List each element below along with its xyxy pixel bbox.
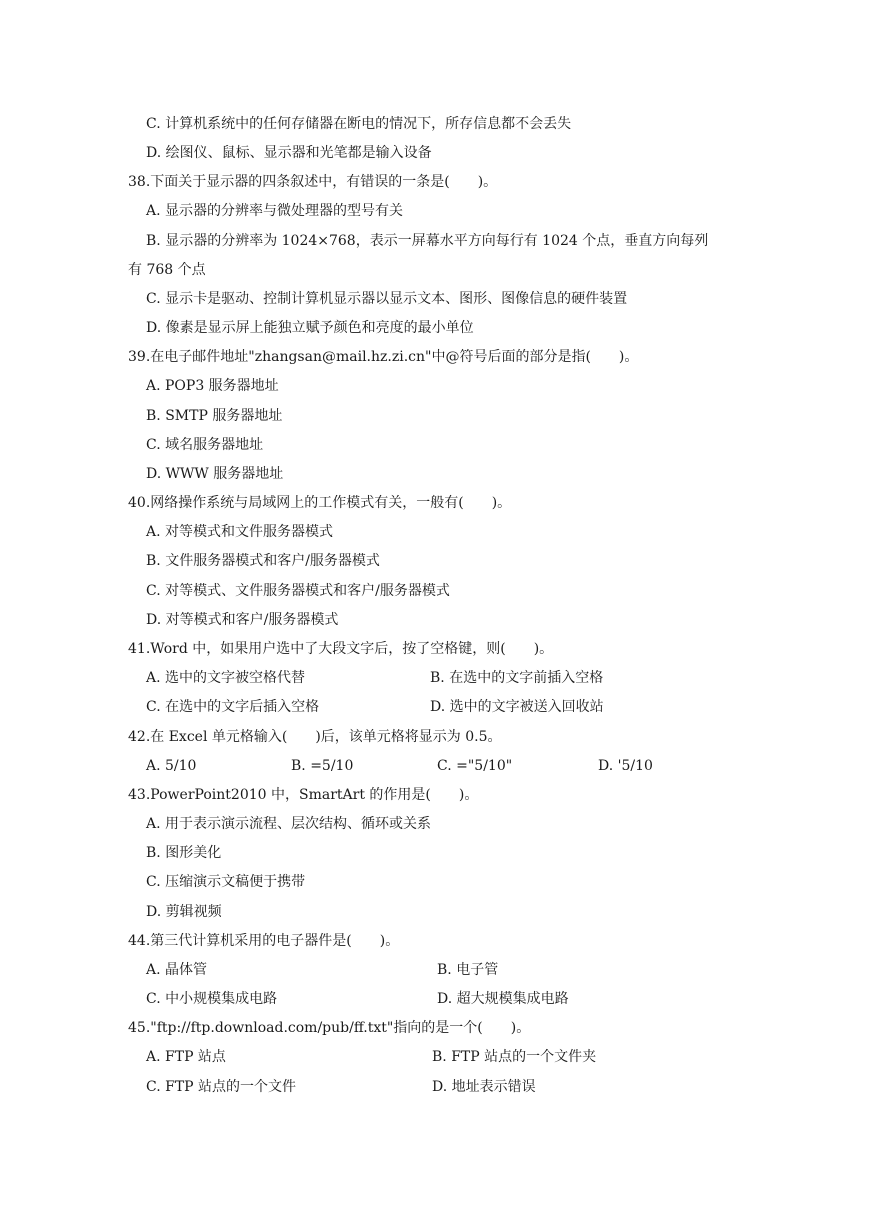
option-text: C. 显示卡是驱动、控制计算机显示器以显示文本、图形、图像信息的硬件装置 <box>146 291 628 307</box>
option-text: D. 绘图仪、鼠标、显示器和光笔都是输入设备 <box>146 145 432 161</box>
question-44: 44.第三代计算机采用的电子器件是( )。 <box>128 933 400 949</box>
question-38: 38.下面关于显示器的四条叙述中，有错误的一条是( )。 <box>128 174 498 190</box>
option-text: A. 选中的文字被空格代替 <box>146 670 306 686</box>
option-text: B. 在选中的文字前插入空格 <box>430 670 604 686</box>
question-42: 42.在 Excel 单元格输入( )后，该单元格将显示为 0.5。 <box>128 729 502 745</box>
question-41: 41.Word 中，如果用户选中了大段文字后，按了空格键，则( )。 <box>128 641 554 657</box>
option-text: C. ="5/10" <box>437 758 513 774</box>
option-text: C. FTP 站点的一个文件 <box>146 1079 297 1095</box>
option-text: D. 像素是显示屏上能独立赋予颜色和亮度的最小单位 <box>146 320 474 336</box>
option-text: B. FTP 站点的一个文件夹 <box>432 1049 597 1065</box>
option-text: A. 用于表示演示流程、层次结构、循环或关系 <box>146 816 432 832</box>
option-text: C. 计算机系统中的任何存储器在断电的情况下，所存信息都不会丢失 <box>146 116 572 132</box>
option-text: A. 显示器的分辨率与微处理器的型号有关 <box>146 203 404 219</box>
question-40: 40.网络操作系统与局域网上的工作模式有关，一般有( )。 <box>128 495 512 511</box>
option-text: C. 压缩演示文稿便于携带 <box>146 874 306 890</box>
option-text: D. 超大规模集成电路 <box>437 991 569 1007</box>
option-text: B. SMTP 服务器地址 <box>146 408 283 424</box>
option-text: A. 晶体管 <box>146 962 208 978</box>
option-text: D. 对等模式和客户/服务器模式 <box>146 612 339 628</box>
option-text: D. '5/10 <box>598 758 653 774</box>
option-text: C. 域名服务器地址 <box>146 437 264 453</box>
question-43: 43.PowerPoint2010 中，SmartArt 的作用是( )。 <box>128 787 479 803</box>
option-text: C. 在选中的文字后插入空格 <box>146 699 320 715</box>
option-text: B. =5/10 <box>291 758 354 774</box>
question-45: 45."ftp://ftp.download.com/pub/ff.txt"指向的是一个( )。 <box>128 1020 531 1036</box>
option-text: D. WWW 服务器地址 <box>146 466 284 482</box>
option-text: A. POP3 服务器地址 <box>146 378 279 394</box>
option-text: D. 剪辑视频 <box>146 904 222 920</box>
option-text: D. 地址表示错误 <box>432 1079 536 1095</box>
option-text: C. 中小规模集成电路 <box>146 991 278 1007</box>
option-text: B. 图形美化 <box>146 845 222 861</box>
option-text-continued: 有 768 个点 <box>128 262 206 278</box>
option-text: D. 选中的文字被送入回收站 <box>430 699 604 715</box>
option-text: A. FTP 站点 <box>146 1049 226 1065</box>
question-39: 39.在电子邮件地址"zhangsan@mail.hz.zi.cn"中@符号后面的部分是指( )。 <box>128 349 639 365</box>
option-text: B. 文件服务器模式和客户/服务器模式 <box>146 553 380 569</box>
option-text: B. 显示器的分辨率为 1024×768，表示一屏幕水平方向每行有 1024 个点，垂直方向每列 <box>146 233 709 249</box>
option-text: A. 对等模式和文件服务器模式 <box>146 524 334 540</box>
option-text: B. 电子管 <box>437 962 499 978</box>
option-text: C. 对等模式、文件服务器模式和客户/服务器模式 <box>146 583 450 599</box>
option-text: A. 5/10 <box>146 758 197 774</box>
